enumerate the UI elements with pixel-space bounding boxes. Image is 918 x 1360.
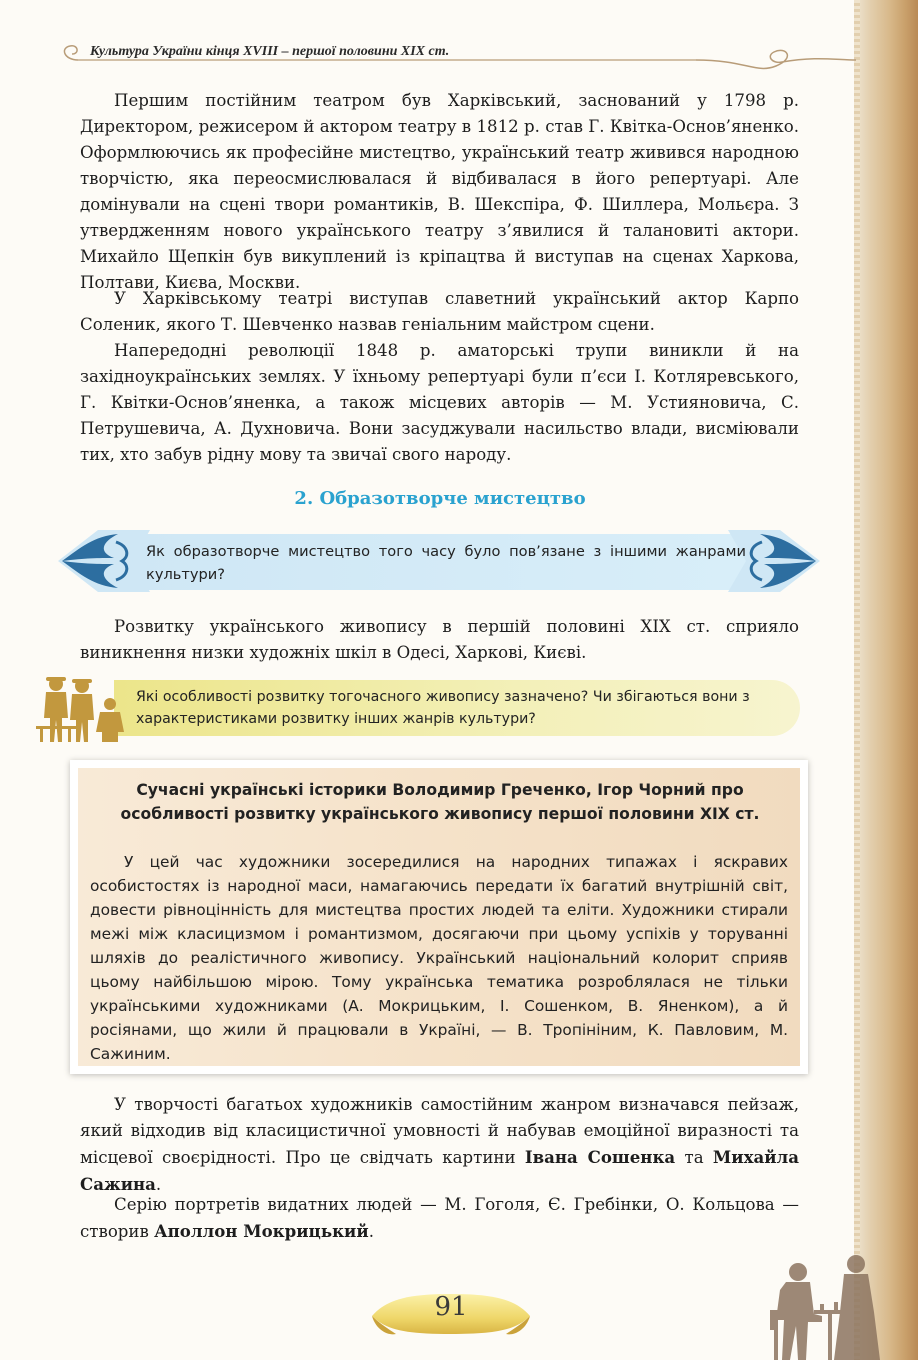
body-paragraph: У Харківському театрі виступав славетний український актор Карпо Соленик, якого Т. Шевченко назвав геніальним майстром сцени.: [80, 289, 799, 334]
page-header: [56, 40, 856, 74]
body-paragraph: Напередодні революції 1848 р. аматорські трупи виникли й на західноукраїнських землях. У їхньому репертуарі були п’єси І. Котляревського, Г. Квітки-Основ’яненка, а також місцевих авторів — М. Устияновича, С. Петрушевича, А. Духновича. Вони засуджували насильство влади, висміювали тих, хто забув рідну мову та звичаї свого народу.: [80, 341, 799, 464]
artist-name-bold: Михайла Сажина: [80, 1147, 800, 1194]
chess-players-figure-icon: [768, 1250, 888, 1360]
body-paragraph: Розвитку українського живопису в першій половині XIX ст. сприяло виникнення низки художніх шкіл в Одесі, Харкові, Києві.: [80, 617, 799, 662]
body-paragraph: [80, 1092, 799, 1198]
artist-name-bold: Івана Сошенка: [524, 1147, 676, 1167]
reading-figures-icon: [36, 674, 128, 744]
header-title: Культура України кінця XVIII – першої половини XIX ст.: [90, 44, 450, 59]
paragraph-text: Серію портретів видатних людей — М. Гоголя, Є. Гребінки, О. Кольцова — створив: [80, 1195, 799, 1241]
question-text: Як образотворче мистецтво того часу було пов’язане з іншими жанрами культури?: [146, 543, 746, 583]
section-title: 2. Образотворче мистецтво: [294, 488, 586, 509]
task-text: Які особливості розвитку тогочасного живопису зазначено? Чи збігаються вони з характеристиками розвитку інших жанрів культури?: [136, 689, 750, 727]
body-paragraph: [80, 1192, 799, 1245]
paragraph-text: та: [675, 1148, 713, 1167]
ornament-left-icon: [58, 528, 154, 594]
paragraph-text: .: [155, 1175, 162, 1194]
paragraph-text: .: [368, 1222, 374, 1241]
page-number: 91: [434, 1292, 468, 1322]
source-title: Сучасні українські історики Володимир Греченко, Ігор Чорний про особливості розвитку українського живопису першої половини XIX ст.: [120, 781, 760, 823]
artist-name-bold: Аполлон Мокрицький: [154, 1221, 369, 1241]
body-paragraph: Першим постійним театром був Харківський, заснований у 1798 р. Директором, режисером й актором театру в 1812 р. став Г. Квітка-Основ’яненко. Оформлюючись як професійне мистецтво, український театр живився народною творчістю, яка переосмислювалася й відбивалася в його репертуарі. Але домінували на сцені твори романтиків, В. Шекспіра, Ф. Шиллера, Мольєра. З утвердженням нового українського театру з’явилися й талановиті актори. Михайло Щепкін був викуплений із кріпацтва й виступав на сценах Харкова, Полтави, Києва, Москви.: [80, 91, 799, 292]
page-number-area: [366, 1280, 536, 1340]
paragraph-text: У творчості багатьох художників самостійним жанром визначався пейзаж, який відходив від класицистичної умовності й набував емоційної виразності та місцевої своєрідності. Про це свідчать картини: [80, 1095, 799, 1167]
page-edge: [854, 0, 918, 1360]
source-body: У цей час художники зосередилися на народних типажах і яскравих особистостях із народної маси, намагаючись передати їх багатий внутрішній світ, довести рівноцінність для мистецтва простих людей та еліти. Художники стирали межі між класицизмом і романтизмом, досягаючи при цьому успіхів у торуванні шляхів до реалістичного живопису. Український національний колорит сприяв цьому найбільшою мірою. Тому українська тематика розроблялася не тільки українськими художниками (А. Мокрицьким, І. Сошенком, В. Яненком), а й росіянами, що жили й працювали в Україні, — В. Тропініним, К. Павловим, М. Сажиним.: [90, 853, 788, 1063]
